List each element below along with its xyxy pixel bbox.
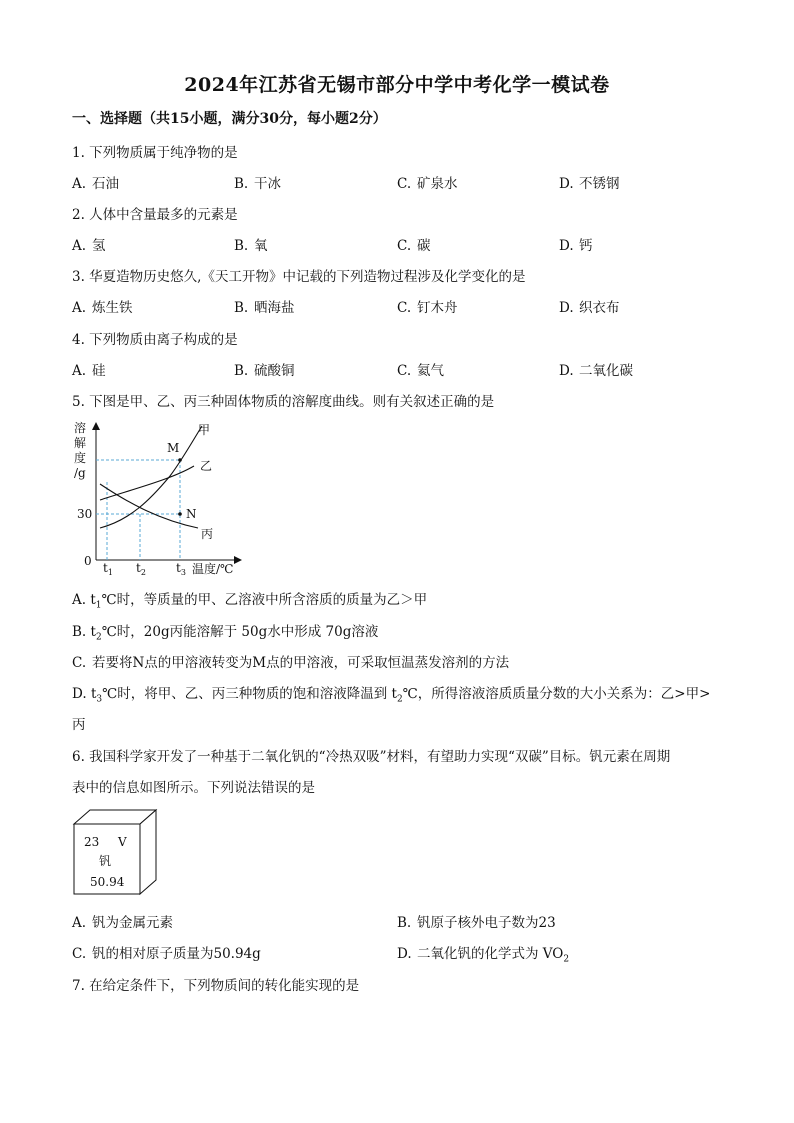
element-symbol: V (118, 835, 127, 849)
question-stem: 7. 在给定条件下，下列物质间的转化能实现的是 (72, 978, 360, 994)
x-tick-t3: $t_3$ (176, 561, 186, 577)
question-stem-cont: 表中的信息如图所示。下列说法错误的是 (72, 780, 315, 796)
x-axis-label: 温度/℃ (192, 562, 234, 576)
option-c[interactable]: C. 氦气 (397, 363, 444, 379)
y-axis-label-2: 解 (74, 436, 87, 450)
question-stem: 6. 我国科学家开发了一种基于二氧化钒的“冷热双吸”材料，有望助力实现“双碳”目标。钒元素在周期 (72, 749, 671, 765)
option-d[interactable]: D. 钙 (559, 238, 593, 254)
option-d[interactable]: D. 织衣布 (559, 300, 620, 316)
option-a[interactable]: A. 氢 (72, 238, 106, 254)
series-label-jia: 甲 (198, 423, 211, 437)
option-c[interactable]: C. 钒的相对原子质量为50.94g (72, 946, 261, 962)
question-stem: 1. 下列物质属于纯净物的是 (72, 145, 238, 161)
y-tick-label: 30 (77, 507, 93, 521)
point-m (178, 458, 182, 462)
question-stem: 5. 下图是甲、乙、丙三种固体物质的溶解度曲线。则有关叙述正确的是 (72, 394, 495, 410)
y-axis-label-1: 溶 (74, 421, 87, 435)
atomic-mass: 50.94 (90, 875, 125, 889)
option-d[interactable]: D. $t_3℃$时，将甲、乙、丙三种物质的饱和溶液降温到 $t_2℃$，所得溶液溶质质量分数的大小关系为：乙>甲> (72, 686, 711, 705)
option-d[interactable]: D. 二氧化钒的化学式为 $VO_2$ (397, 946, 570, 965)
option-b[interactable]: B. $t_2℃$时，20g丙能溶解于 50g水中形成 70g溶液 (72, 624, 379, 643)
question-stem: 3. 华夏造物历史悠久,《天工开物》中记载的下列造物过程涉及化学变化的是 (72, 269, 526, 285)
option-b[interactable]: B. 氧 (234, 238, 268, 254)
series-label-bing: 丙 (201, 527, 214, 541)
option-b[interactable]: B. 晒海盐 (234, 300, 295, 316)
option-a[interactable]: A. 钒为金属元素 (72, 915, 173, 931)
x-tick-t1: $t_1$ (103, 561, 113, 577)
curve-bing (100, 484, 198, 528)
y-axis-label-4: /g (74, 466, 86, 480)
option-b[interactable]: B. 干冰 (234, 176, 281, 192)
option-b[interactable]: B. 硫酸铜 (234, 363, 295, 379)
atomic-number: 23 (84, 835, 100, 849)
x-tick-t2: $t_2$ (136, 561, 146, 577)
option-b[interactable]: B. 钒原子核外电子数为23 (397, 915, 556, 931)
option-a[interactable]: A. $t_1℃$时，等质量的甲、乙溶液中所含溶质的质量为乙＞甲 (72, 592, 428, 611)
element-tile-vanadium (70, 808, 165, 898)
solubility-chart (70, 420, 260, 580)
option-d-wrap: 丙 (72, 717, 86, 733)
page-title: 2024年江苏省无锡市部分中学中考化学一模试卷 (184, 74, 610, 96)
point-n (178, 512, 182, 516)
section-heading: 一、选择题（共15小题，满分30分，每小题2分） (72, 111, 387, 127)
point-n-label: N (186, 507, 197, 521)
option-d[interactable]: D. 二氧化碳 (559, 363, 633, 379)
question-stem: 2. 人体中含量最多的元素是 (72, 207, 238, 223)
option-row (72, 942, 732, 965)
option-a[interactable]: A. 硅 (72, 363, 106, 379)
point-m-label: M (167, 441, 180, 455)
question-stem: 4. 下列物质由离子构成的是 (72, 332, 238, 348)
option-a[interactable]: A. 石油 (72, 176, 119, 192)
option-row (72, 172, 732, 192)
option-row (72, 911, 732, 931)
option-row (72, 234, 732, 254)
option-d[interactable]: D. 不锈钢 (559, 176, 620, 192)
origin-label: 0 (84, 554, 92, 568)
option-row (72, 296, 732, 316)
option-c[interactable]: C. 钉木舟 (397, 300, 458, 316)
option-row (72, 359, 732, 379)
option-c[interactable]: C. 矿泉水 (397, 176, 458, 192)
option-a[interactable]: A. 炼生铁 (72, 300, 133, 316)
element-name: 钒 (99, 854, 112, 868)
option-c[interactable]: C. 若要将N点的甲溶液转变为M点的甲溶液，可采取恒温蒸发溶剂的方法 (72, 655, 510, 671)
option-c[interactable]: C. 碳 (397, 238, 431, 254)
y-axis-label-3: 度 (74, 451, 87, 465)
series-label-yi: 乙 (200, 459, 213, 473)
